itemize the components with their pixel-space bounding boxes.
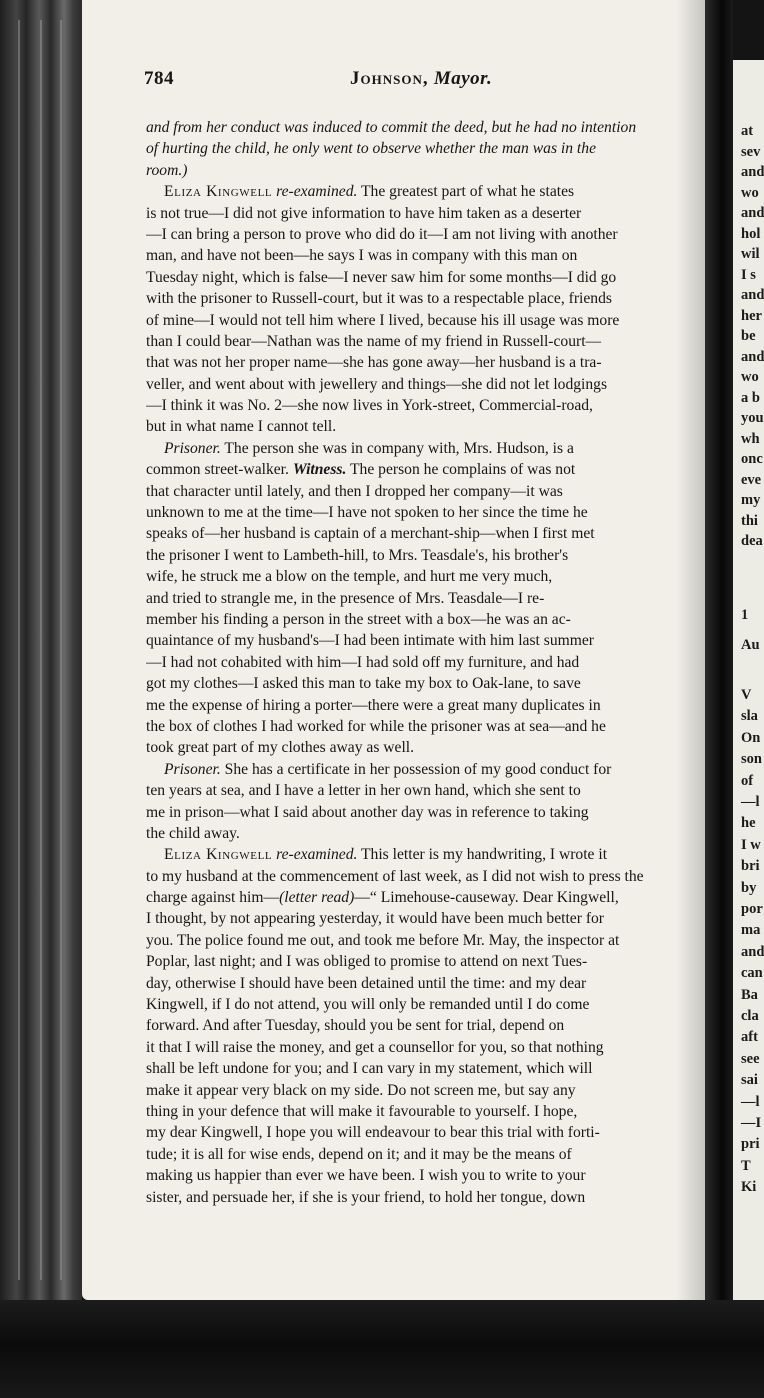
adjacent-page-fragment: On: [741, 729, 761, 746]
adjacent-page-fragment: pri: [741, 1136, 760, 1153]
adjacent-page-fragment: V: [741, 687, 752, 703]
text-run: (letter read): [279, 889, 355, 907]
text-line: to my husband at the commencement of last week, as I did not wish to press the: [146, 867, 644, 885]
adjacent-page-fragment: my: [741, 492, 761, 508]
adjacent-page-fragment: wh: [741, 430, 760, 447]
adjacent-page-fragment: Ki: [741, 1179, 757, 1196]
text-run: common street-walker.: [146, 461, 289, 479]
page-header: [144, 68, 704, 92]
adjacent-page-fragment: —I: [741, 1115, 762, 1131]
adjacent-page-fragment: and: [741, 348, 764, 365]
adjacent-page-fragment: —l: [741, 1093, 760, 1110]
text-run: The person she was in company with, Mrs. Hudson, is a: [224, 439, 574, 457]
adjacent-page-fragment: by: [741, 879, 757, 896]
text-run: —“ Limehouse-causeway. Dear Kingwell,: [354, 889, 619, 907]
text-line: ten years at sea, and I have a letter in her own hand, which she sent to: [146, 782, 581, 800]
text-line: me the expense of hiring a porter—there were a great many duplicates in: [146, 696, 601, 714]
text-run: The person he complains of was not: [350, 461, 576, 479]
text-line: but in what name I cannot tell.: [146, 418, 337, 436]
text-line: of hurting the child, he only went to observe whether the man was in the: [146, 140, 596, 158]
text-line: member his finding a person in the street with a box—he was an ac-: [146, 610, 571, 628]
text-line: me in prison—what I said about another day was in reference to taking: [146, 803, 589, 821]
text-line: unknown to me at the time—I have not spoken to her since the time he: [146, 504, 588, 522]
text-line: —I can bring a person to prove who did do it—I am not living with another: [146, 225, 618, 243]
adjacent-page-fragment: and: [741, 205, 764, 221]
adjacent-page-fragment: onc: [741, 451, 763, 467]
text-line: make it appear very black on my side. Do not screen me, but say any: [146, 1081, 576, 1099]
running-head-name: Johnson,: [350, 68, 429, 89]
text-line: day, otherwise I should have been detained until the time: and my dear: [146, 974, 587, 992]
text-line: and tried to strangle me, in the presence of Mrs. Teasdale—I re-: [146, 589, 545, 607]
speaker-name: Eliza Kingwell: [164, 183, 273, 201]
text-line: quaintance of my husband's—I had been intimate with him last summer: [146, 632, 595, 650]
adjacent-page-fragment: T: [741, 1157, 751, 1174]
adjacent-page-fragment: por: [741, 901, 763, 917]
adjacent-page-fragment: son: [741, 751, 762, 768]
adjacent-page-fragment: aft: [741, 1029, 758, 1046]
text-line: shall be left undone for you; and I can vary in my statement, which will: [146, 1060, 593, 1078]
adjacent-page-fragment: and: [741, 164, 764, 180]
paragraph-start: [146, 438, 699, 459]
running-head-title: Mayor.: [433, 68, 493, 89]
speaker-name: Prisoner.: [164, 760, 221, 778]
book-page: [82, 0, 712, 1300]
adjacent-page-edge: [733, 60, 764, 1300]
adjacent-page-fragment: he: [741, 815, 756, 832]
spine-line: [60, 20, 62, 1280]
adjacent-page-fragment: —l: [741, 794, 760, 810]
text-line: is not true—I did not give information to have him taken as a deserter: [146, 204, 582, 222]
adjacent-page-fragment: a b: [741, 389, 760, 406]
adjacent-page-fragment: I s: [741, 266, 756, 283]
adjacent-page-fragment: and: [741, 943, 764, 960]
body-text: [146, 117, 699, 1208]
text-line: [146, 887, 699, 908]
adjacent-page-fragment: wo: [741, 369, 759, 385]
text-line: —I had not cohabited with him—I had sold off my furniture, and had: [146, 653, 580, 671]
adjacent-page-fragment: her: [741, 307, 762, 324]
text-line: you. The police found me out, and took me before Mr. May, the inspector at: [146, 931, 620, 949]
text-run: She has a certificate in her possession of my good conduct for: [224, 760, 612, 778]
text-line: thing in your defence that will make it favourable to yourself. I hope,: [146, 1102, 578, 1120]
text-line: room.): [146, 161, 188, 179]
text-run: This letter is my handwriting, I wrote it: [361, 846, 608, 864]
adjacent-page-fragment: can: [741, 965, 763, 982]
spine-line: [18, 20, 20, 1280]
text-line: tude; it is all for wise ends, depend on it; and it may be the means of: [146, 1145, 572, 1163]
adjacent-page-fragment: wo: [741, 184, 759, 201]
adjacent-page-fragment: of: [741, 772, 754, 789]
paragraph-start: [146, 759, 699, 780]
page-gutter: [705, 0, 733, 1300]
text-line: the prisoner I went to Lambeth-hill, to Mrs. Teasdale's, his brother's: [146, 546, 569, 564]
running-head: [350, 68, 492, 90]
text-line: it that I will raise the money, and get a counsellor for you, so that nothing: [146, 1038, 604, 1056]
adjacent-page-fragment: at: [741, 123, 754, 139]
text-line: with the prisoner to Russell-court, but it was to a respectable place, friends: [146, 290, 612, 308]
text-line: speaks of—her husband is captain of a merchant-ship—when I first met: [146, 525, 595, 543]
text-run: The greatest part of what he states: [361, 183, 575, 201]
adjacent-page-fragment: hol: [741, 225, 761, 242]
text-line: got my clothes—I asked this man to take my box to Oak-lane, to save: [146, 675, 581, 693]
adjacent-page-fragment: sai: [741, 1072, 758, 1089]
paragraph-start: [146, 844, 699, 865]
adjacent-page-fragment: 1: [741, 607, 749, 623]
text-line: forward. And after Tuesday, should you be sent for trial, depend on: [146, 1017, 565, 1035]
text-line: making us happier than ever we have been. I wish you to write to your: [146, 1167, 586, 1185]
text-line: Tuesday night, which is false—I never saw him for some months—I did go: [146, 268, 617, 286]
adjacent-page-fragment: you: [741, 410, 764, 426]
text-line: that was not her proper name—she has gone away—her husband is a tra-: [146, 354, 602, 372]
adjacent-page-fragment: be: [741, 328, 756, 344]
adjacent-page-fragment: Au: [741, 637, 760, 653]
adjacent-page-fragment: thi: [741, 512, 758, 529]
text-line: the child away.: [146, 824, 240, 842]
text-line: of mine—I would not tell him where I lived, because his ill usage was more: [146, 311, 620, 329]
scan-background: [0, 1300, 764, 1398]
adjacent-page-fragment: sla: [741, 708, 758, 725]
text-line: sister, and persuade her, if she is your friend, to hold her tongue, down: [146, 1188, 586, 1206]
text-line: took great part of my clothes away as well.: [146, 739, 415, 757]
text-line: my dear Kingwell, I hope you will endeavour to bear this trial with forti-: [146, 1124, 600, 1142]
text-line: man, and have not been—he says I was in company with this man on: [146, 247, 578, 265]
text-run: charge against him—: [146, 889, 280, 907]
adjacent-page-fragment: cla: [741, 1008, 759, 1024]
adjacent-page-fragment: sev: [741, 143, 761, 160]
adjacent-page-fragment: I w: [741, 836, 761, 853]
page-number: 784: [144, 68, 174, 89]
adjacent-page-fragment: see: [741, 1050, 760, 1067]
text-line: veller, and went about with jewellery and things—she did not let lodgings: [146, 375, 608, 393]
text-line: than I could bear—Nathan was the name of my friend in Russell-court—: [146, 332, 602, 350]
adjacent-page-fragment: bri: [741, 858, 760, 875]
speaker-tag: re-examined.: [276, 846, 358, 864]
book-spine-edge: [0, 0, 82, 1300]
adjacent-page-fragment: eve: [741, 471, 762, 488]
text-line: Poplar, last night; and I was obliged to promise to attend on next Tues-: [146, 953, 588, 971]
adjacent-page-fragment: dea: [741, 533, 763, 549]
text-line: I thought, by not appearing yesterday, it would have been much better for: [146, 910, 604, 928]
text-line: the box of clothes I had worked for while the prisoner was at sea—and he: [146, 717, 606, 735]
text-line: that character until lately, and then I dropped her company—it was: [146, 482, 563, 500]
paragraph-start: [146, 181, 699, 202]
speaker-tag: re-examined.: [276, 183, 358, 201]
text-line: [146, 459, 699, 480]
text-line: Kingwell, if I do not attend, you will only be remanded until I do come: [146, 996, 590, 1014]
adjacent-page-fragment: and: [741, 287, 764, 303]
adjacent-page-fragment: wil: [741, 246, 760, 262]
speaker-name: Witness.: [292, 461, 347, 479]
adjacent-page-fragment: Ba: [741, 986, 758, 1003]
text-line: wife, he struck me a blow on the temple, and hurt me very much,: [146, 568, 553, 586]
text-line: and from her conduct was induced to commit the deed, but he had no intention: [146, 119, 637, 136]
text-line: —I think it was No. 2—she now lives in York-street, Commercial-road,: [146, 397, 593, 415]
spine-line: [40, 20, 42, 1280]
speaker-name: Prisoner.: [164, 439, 221, 457]
adjacent-page-fragment: ma: [741, 922, 761, 939]
speaker-name: Eliza Kingwell: [164, 846, 273, 864]
